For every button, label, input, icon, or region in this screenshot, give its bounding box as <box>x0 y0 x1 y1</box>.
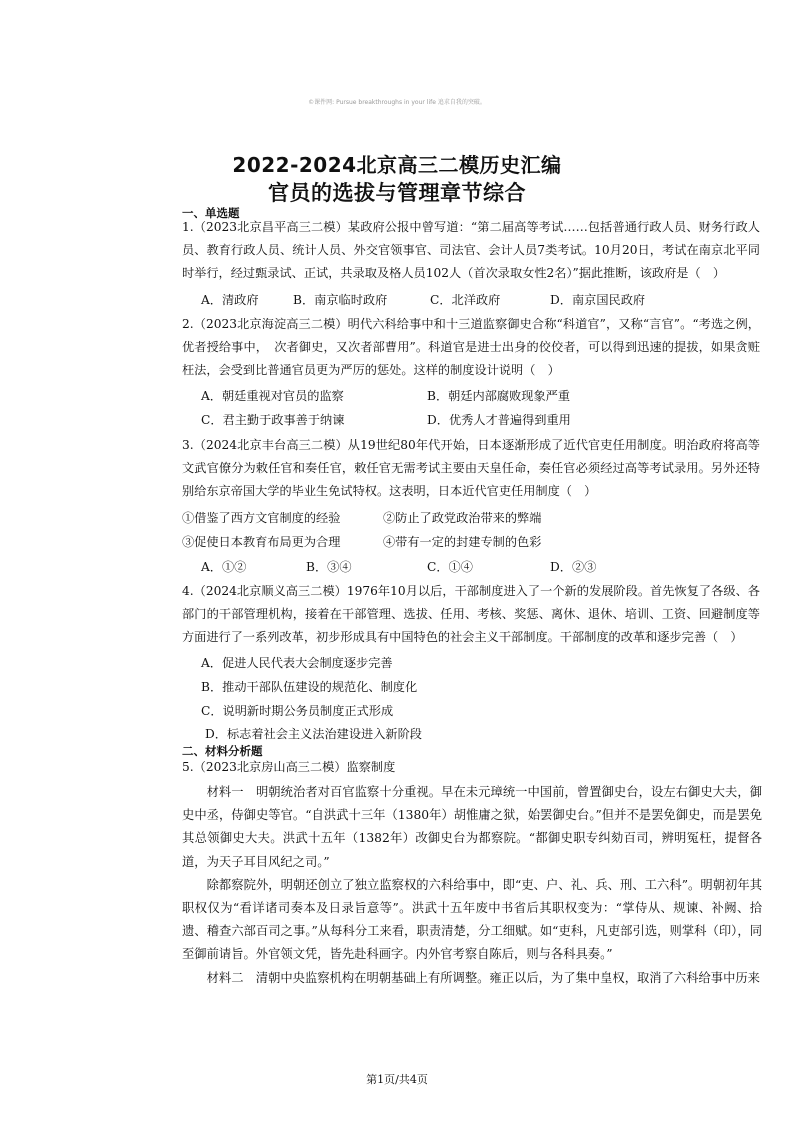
watermark: ©课件网: Pursue breakthroughs in your life 追求自我的突破。 <box>308 99 486 106</box>
q3-option-b[interactable]: B．③④ <box>306 560 352 574</box>
material-2-paragraph-1: 材料二 清朝中央监察机构在明朝基础上有所调整。雍正以后，为了集中皇权，取消了六科给事中历来 <box>206 970 760 985</box>
q4-option-b[interactable]: B．推动干部队伍建设的规范化、制度化 <box>201 680 418 694</box>
document-subtitle: 官员的选拔与管理章节综合 <box>268 181 526 205</box>
q2-option-b[interactable]: B．朝廷内部腐败现象严重 <box>427 389 571 403</box>
question-4-stem: 4.（2024北京顺义高三二模）1976年10月以后，干部制度进入了一个新的发展阶段。首先恢复了各级、各部门的干部管理机构，接着在干部管理、选拔、任用、考核、奖惩、离休、退休、培训、工资、回避制度等方面进行了一系列改革，初步形成具有中国特色的社会主义干部制度。干部制度的改革和逐步完善（ ） <box>182 584 760 644</box>
question-3-stem: 3.（2024北京丰台高三二模）从19世纪80年代开始，日本逐渐形成了近代官吏任用制度。明治政府将高等文武官僚分为敕任官和奏任官，敕任官无需考试主要由天皇任命，奏任官必须经过高等考试录用。另外还特别给东京帝国大学的毕业生免试特权。这表明，日本近代官吏任用制度（ ） <box>182 438 760 498</box>
document-title: 2022-2024北京高三二模历史汇编 <box>232 153 562 177</box>
q2-option-c[interactable]: C．君主勤于政事善于纳谏 <box>201 413 345 427</box>
q3-item-3: ③促使日本教育布局更为合理 <box>182 535 341 549</box>
q2-option-a[interactable]: A．朝廷重视对官员的监察 <box>201 389 344 403</box>
section-heading-material-analysis: 二、材料分析题 <box>182 744 263 758</box>
q4-option-d[interactable]: D．标志着社会主义法治建设进入新阶段 <box>205 727 422 741</box>
question-5-stem: 5.（2023北京房山高三二模）监察制度 <box>182 760 396 774</box>
material-passage <box>182 781 762 990</box>
q1-option-d[interactable]: D．南京国民政府 <box>550 293 646 307</box>
q4-option-c[interactable]: C．说明新时期公务员制度正式形成 <box>201 704 394 718</box>
q3-option-a[interactable]: A．①② <box>201 560 247 574</box>
q3-option-c[interactable]: C．①④ <box>427 560 473 574</box>
question-2-stem: 2.（2023北京海淀高三二模）明代六科给事中和十三道监察御史合称“科道官”，又称“言官”。“考选之例，优者授给事中， 次者御史，又次者部曹用”。科道官是进士出身的佼佼者，可以得到迅速的提拔，如果贪赃枉法，会受到比普通官员更为严厉的惩处。这样的制度设计说明（ ） <box>182 317 760 377</box>
question-1-stem: 1.（2023北京昌平高三二模）某政府公报中曾写道：“第二届高等考试……包括普通行政人员、财务行政人员、教育行政人员、统计人员、外交官领事官、司法官、会计人员7类考试。10月20日，考试在南京北平同时举行，经过甄录试、正试，共录取及格人员102人（首次录取女性2名）”据此推断，该政府是（ ） <box>182 220 760 280</box>
material-1-paragraph-1: 材料一 明朝统治者对百官监察十分重视。早在未元璋统一中国前，曾置御史台，设左右御史大夫，御史中丞，侍御史等官。“自洪武十三年（1380年）胡惟庸之狱，始罢御史台。”但并不是罢免御史，而是罢免其总领御史大夫。洪武十五年（1382年）改御史台为都察院。“都御史职专纠劾百司，辨明冤枉，提督各道，为天子耳目风纪之司。” <box>182 785 762 869</box>
q3-item-4: ④带有一定的封建专制的色彩 <box>383 535 542 549</box>
material-1-paragraph-2: 除都察院外，明朝还创立了独立监察权的六科给事中，即“吏、户、礼、兵、刑、工六科”。明朝初年其职权仅为“看详诸司奏本及日录旨意等”。洪武十五年废中书省后其职权变为：“掌侍从、规谏、补阙、拾遗、稽查六部百司之事。”从每科分工来看，职责清楚，分工细赋。如“吏科，凡吏部引选，则掌科（印），同至御前请旨。外官领文凭，皆先赴科画字。内外官考察自陈后，则与各科具奏。” <box>182 877 762 962</box>
q4-option-a[interactable]: A．促进人民代表大会制度逐步完善 <box>201 656 393 670</box>
section-heading-single-choice: 一、单选题 <box>182 206 240 220</box>
q3-option-d[interactable]: D．②③ <box>550 560 597 574</box>
q3-item-2: ②防止了政党政治带来的弊端 <box>383 511 542 525</box>
q1-option-c[interactable]: C．北洋政府 <box>430 293 501 307</box>
q2-option-d[interactable]: D．优秀人才普遍得到重用 <box>427 413 571 427</box>
page-number: 第1页/共4页 <box>366 1073 428 1086</box>
q1-option-a[interactable]: A．清政府 <box>201 293 259 307</box>
q1-option-b[interactable]: B．南京临时政府 <box>293 293 388 307</box>
q3-item-1: ①借鉴了西方文官制度的经验 <box>182 511 341 525</box>
